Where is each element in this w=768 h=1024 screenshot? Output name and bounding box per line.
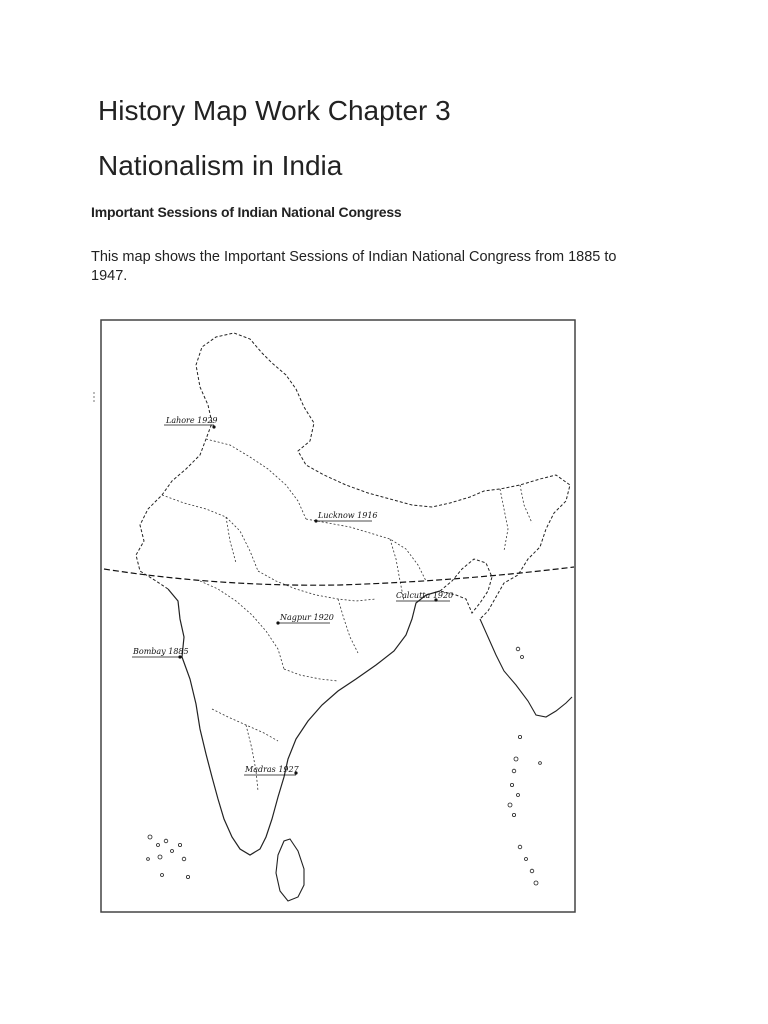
label-lahore: Lahore 1929 — [166, 416, 218, 425]
label-calcutta: Calcutta 1920 — [396, 591, 454, 600]
map-border — [101, 320, 575, 912]
label-lucknow: Lucknow 1916 — [318, 511, 378, 520]
page-subtitle: Nationalism in India — [98, 150, 343, 181]
map-svg — [100, 319, 576, 913]
scan-mark — [93, 392, 95, 404]
label-nagpur: Nagpur 1920 — [280, 613, 334, 622]
label-madras: Madras 1927 — [245, 765, 299, 774]
label-bombay: Bombay 1885 — [133, 647, 189, 656]
india-outline-map — [100, 319, 576, 913]
marker-lahore — [212, 425, 215, 428]
map-description: This map shows the Important Sessions of Indian National Congress from 1885 to 1947. — [91, 249, 617, 284]
section-heading: Important Sessions of Indian National Congress — [91, 204, 402, 220]
page-title: History Map Work Chapter 3 — [98, 95, 451, 126]
